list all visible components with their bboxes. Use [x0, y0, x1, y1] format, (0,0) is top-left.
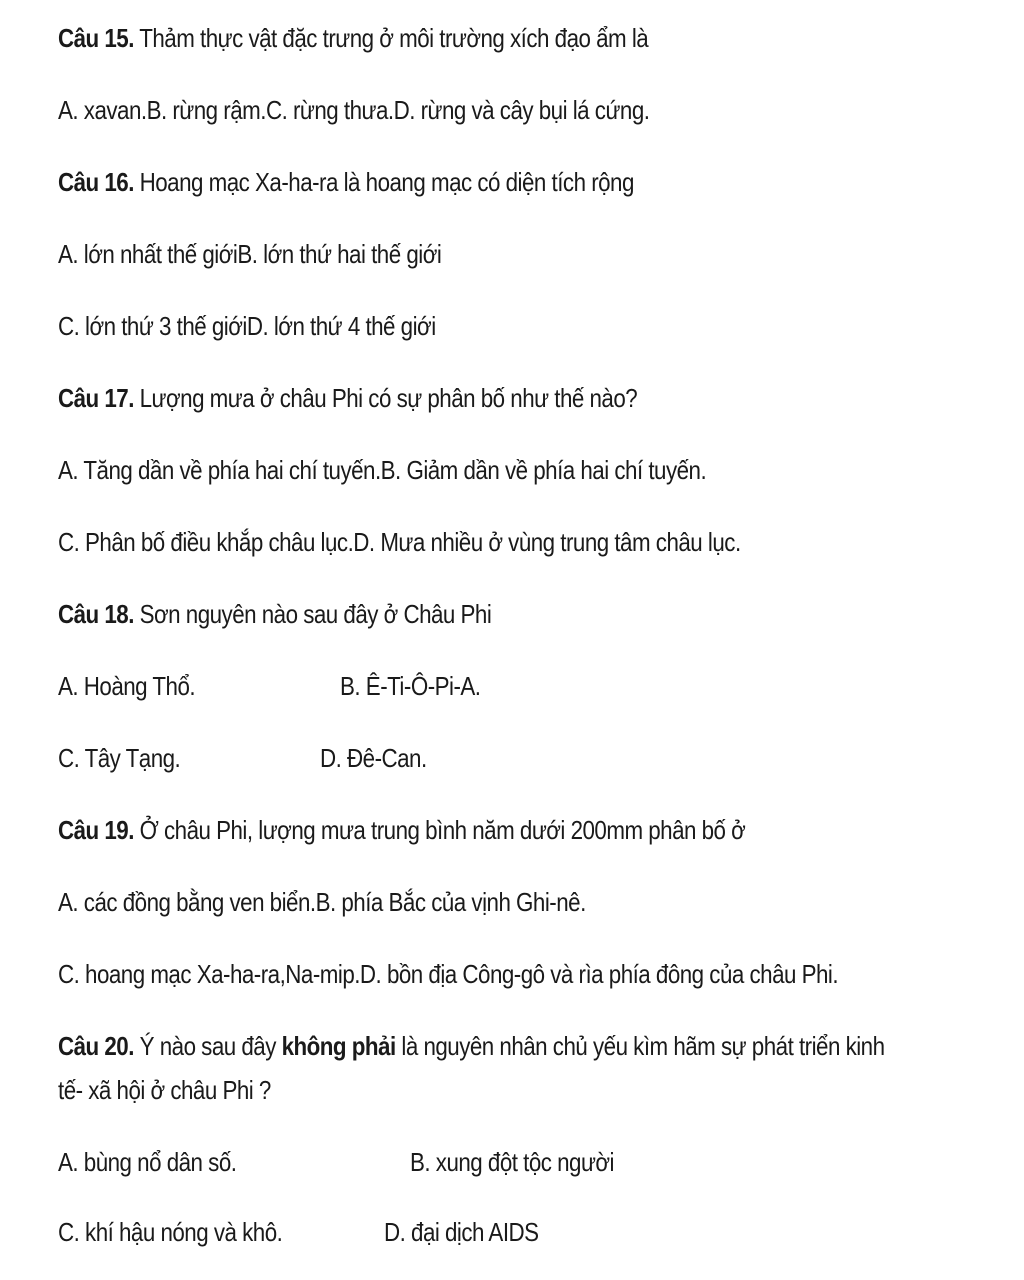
question-17 — [58, 380, 637, 416]
question-18-option-c: C. Tây Tạng. — [58, 743, 181, 773]
question-label: Câu 17. — [58, 383, 134, 413]
question-20-option-c: C. khí hậu nóng và khô. — [58, 1217, 283, 1247]
question-15 — [58, 20, 648, 56]
question-15-options: A. xavan.B. rừng rậm.C. rừng thưa.D. rừng và cây bụi lá cứng. — [58, 95, 650, 125]
question-text: Hoang mạc Xa-ha-ra là hoang mạc có diện tích rộng — [133, 167, 634, 197]
question-19 — [58, 812, 745, 848]
question-19-options-cd: C. hoang mạc Xa-ha-ra,Na-mip.D. bồn địa Công-gô và rìa phía đông của châu Phi. — [58, 959, 839, 989]
question-20-option-a: A. bùng nổ dân số. — [58, 1147, 237, 1177]
question-text: Sơn nguyên nào sau đây ở Châu Phi — [133, 599, 492, 629]
question-16 — [58, 164, 634, 200]
question-18-option-d: D. Đê-Can. — [320, 743, 427, 773]
question-text-after: là nguyên nhân chủ yếu kìm hãm sự phát triển kinh — [395, 1031, 885, 1061]
question-20 — [58, 1028, 885, 1064]
question-16-options-ab: A. lớn nhất thế giớiB. lớn thứ hai thế giới — [58, 239, 442, 269]
question-18-option-a: A. Hoàng Thổ. — [58, 671, 196, 701]
question-label: Câu 18. — [58, 599, 134, 629]
question-17-options-cd: C. Phân bố điều khắp châu lục.D. Mưa nhiều ở vùng trung tâm châu lục. — [58, 527, 741, 557]
question-19-options-ab: A. các đồng bằng ven biển.B. phía Bắc của vịnh Ghi-nê. — [58, 887, 586, 917]
question-label: Câu 19. — [58, 815, 134, 845]
question-17-options-ab: A. Tăng dần về phía hai chí tuyến.B. Giảm dần về phía hai chí tuyến. — [58, 455, 707, 485]
question-label: Câu 20. — [58, 1031, 134, 1061]
question-20-option-d: D. đại dịch AIDS — [384, 1217, 539, 1247]
question-label: Câu 16. — [58, 167, 134, 197]
question-20-text-line2: tế- xã hội ở châu Phi ? — [58, 1075, 271, 1105]
question-text: Ở châu Phi, lượng mưa trung bình năm dưới 200mm phân bố ở — [133, 815, 746, 845]
question-16-options-cd: C. lớn thứ 3 thế giớiD. lớn thứ 4 thế giới — [58, 311, 436, 341]
question-label: Câu 15. — [58, 23, 134, 53]
question-text: Thảm thực vật đặc trưng ở môi trường xích đạo ẩm là — [133, 23, 649, 53]
question-text-before: Ý nào sau đây — [133, 1031, 282, 1061]
question-text-emphasis: không phải — [281, 1031, 396, 1061]
question-18 — [58, 596, 491, 632]
question-text: Lượng mưa ở châu Phi có sự phân bố như thế nào? — [133, 383, 638, 413]
question-20-option-b: B. xung đột tộc người — [410, 1147, 615, 1177]
question-18-option-b: B. Ê-Ti-Ô-Pi-A. — [340, 671, 481, 701]
